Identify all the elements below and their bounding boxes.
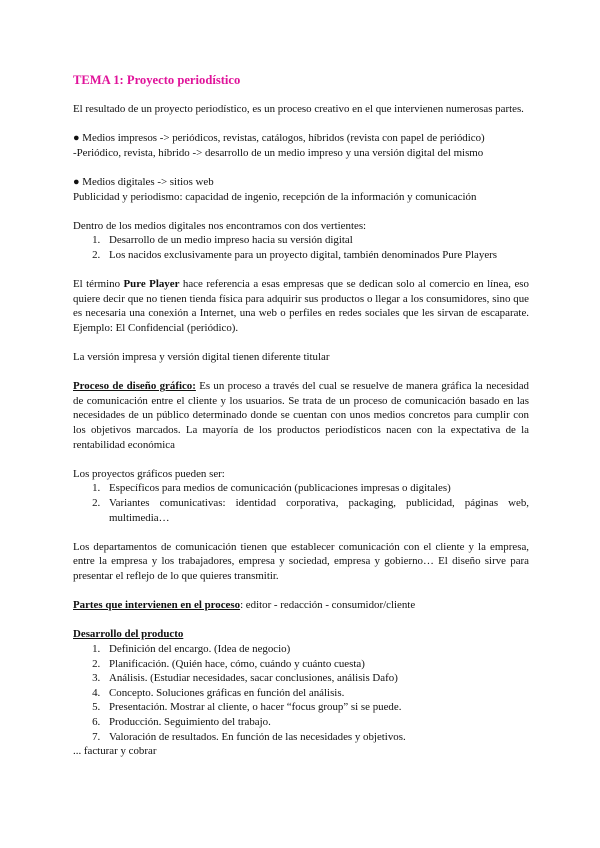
digital-media-bullet: ● Medios digitales -> sitios web [73, 175, 214, 188]
pure-player-before: El término [73, 278, 124, 291]
list-item: 7. Valoración de resultados. En función de las necesidades y objetivos. [103, 730, 529, 745]
list-item: 2. Los nacidos exclusivamente para un proyecto digital, también denominados Pure Players [103, 248, 529, 263]
pure-player-after: hace referencia a esas empresas que se dedican solo al comercio en línea, eso quiere decir que no tienen tienda física para adquirir sus productos o llegar a los consumidores, sino que es necesaria una conexión a Internet, una web o perfiles en redes sociales que les sirvan de escaparate. Ejemplo: El Confidencial (periódico). [73, 278, 529, 334]
spacer [73, 525, 529, 540]
document-title: TEMA 1: Proyecto periodístico [73, 73, 241, 87]
dev-heading-text: Desarrollo del producto [73, 628, 184, 641]
spacer [73, 263, 529, 278]
digital-intro: Dentro de los medios digitales nos encontramos con dos vertientes: [73, 219, 367, 232]
hybrid-note: -Periódico, revista, híbrido -> desarrollo de un medio impreso y una versión digital del mismo [73, 146, 484, 159]
closing-line: ... facturar y cobrar [73, 745, 157, 758]
parties-term: Partes que intervienen en el proceso [73, 599, 241, 612]
print-media-bullet: ● Medios impresos -> periódicos, revistas, catálogos, híbridos (revista con papel de periódico) [73, 132, 485, 145]
spacer [73, 117, 529, 132]
spacer [73, 584, 529, 599]
headline-note: La versión impresa y versión digital tienen diferente titular [73, 351, 330, 364]
departments-paragraph: Los departamentos de comunicación tienen que establecer comunicación con el cliente y la empresa, entre la empresa y los trabajadores, empresa y sociedad, empresa y gobierno… El diseño sirve para presentar el reflejo de lo que quieres transmitir. [73, 540, 529, 582]
graphic-list [73, 481, 529, 525]
digital-list [73, 233, 529, 262]
dev-list [73, 642, 529, 744]
intro-paragraph: El resultado de un proyecto periodístico, es un proceso creativo en el que intervienen numerosas partes. [73, 103, 524, 115]
spacer [73, 365, 529, 380]
list-item: 1. Definición del encargo. (Idea de negocio) [103, 642, 529, 657]
design-process-paragraph [73, 379, 529, 452]
list-item: 3. Análisis. (Estudiar necesidades, sacar conclusiones, análisis Dafo) [103, 671, 529, 686]
list-item: 4. Concepto. Soluciones gráficas en función del análisis. [103, 686, 529, 701]
design-process-term: Proceso de diseño gráfico: [73, 380, 196, 393]
pure-player-term: Pure Player [123, 278, 180, 291]
list-item: 6. Producción. Seguimiento del trabajo. [103, 715, 529, 730]
spacer [73, 160, 529, 175]
list-item: 2. Variantes comunicativas: identidad corporativa, packaging, publicidad, páginas web, multimedia… [103, 496, 529, 525]
list-item: 5. Presentación. Mostrar al cliente, o hacer “focus group” si se puede. [103, 700, 529, 715]
list-item: 1. Desarrollo de un medio impreso hacia su versión digital [103, 233, 529, 248]
pure-player-paragraph [73, 277, 529, 335]
graphic-intro: Los proyectos gráficos pueden ser: [73, 467, 225, 480]
spacer [73, 613, 529, 628]
list-item: 1. Específicos para medios de comunicación (publicaciones impresas o digitales) [103, 481, 529, 496]
dev-heading [73, 627, 529, 642]
parties-text: : editor - redacción - consumidor/cliente [240, 599, 416, 612]
spacer [73, 204, 529, 219]
parties-paragraph [73, 598, 529, 613]
spacer [73, 336, 529, 351]
document-body [73, 72, 529, 759]
spacer [73, 452, 529, 467]
list-item: 2. Planificación. (Quién hace, cómo, cuándo y cuánto cuesta) [103, 657, 529, 672]
design-process-text: Es un proceso a través del cual se resuelve de manera gráfica la necesidad de comunicación entre el cliente y los usuarios. Se trata de un proceso de comunicación basado en las necesidades de un público determinado donde se cuentan con unos medios concretos para cumplir con los objetivos marcados. La mayoría de los productos periodísticos nacen con la expectativa de la rentabilidad económica [73, 380, 530, 451]
advertising-line: Publicidad y periodismo: capacidad de ingenio, recepción de la información y comunicación [73, 190, 477, 203]
